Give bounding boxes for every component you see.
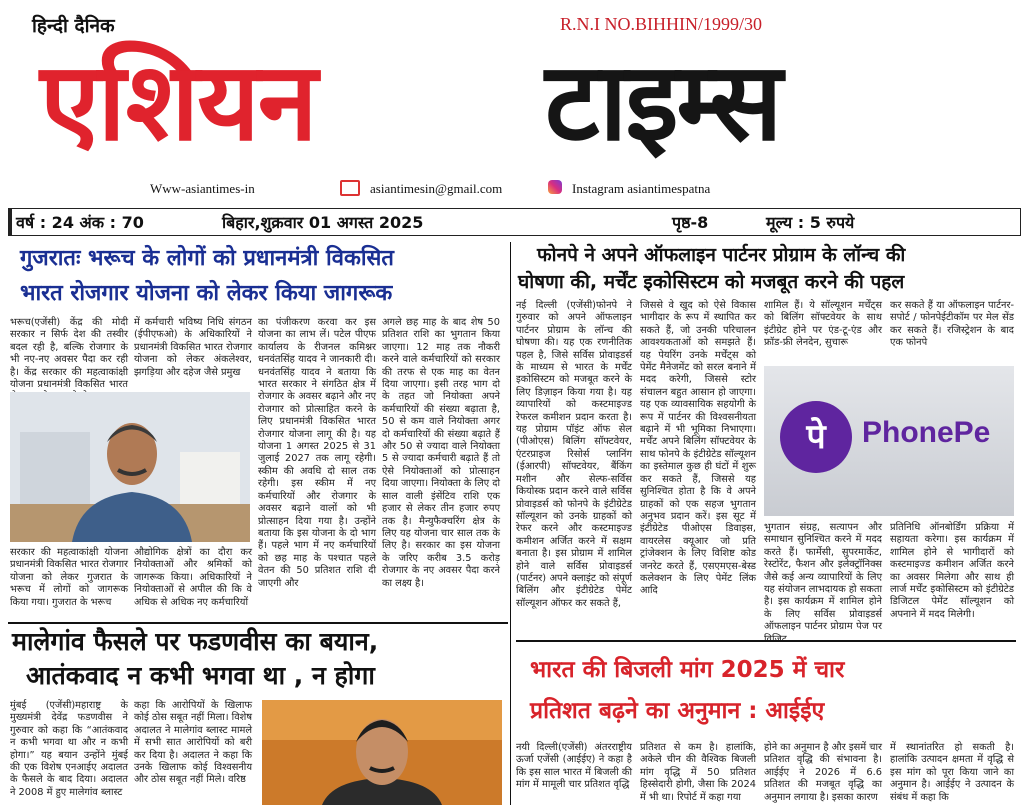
power-body-col-4: में स्थानांतरित हो सकती है। हालांकि उत्पादन क्षमता में वृद्धि से इस मांग को पूरा किया जाने का अनुमान है। आईईए ने उत्पादन के संबंध में कहा कि	[890, 742, 1014, 803]
masthead-title-black: टाइम्स	[545, 40, 781, 165]
email-text[interactable]: asiantimesin@gmail.com	[370, 181, 503, 196]
power-body-col-3: होने का अनुमान है और इसमें चार प्रतिशत वृद्धि की संभावना है। आईईए ने 2026 में 6.6 प्रतिशत की मजबूत वृद्धि का अनुमान लगाया है। इसका कारण	[764, 742, 882, 803]
instagram-icon	[548, 180, 562, 194]
fadnavis-portrait-illustration	[262, 700, 502, 805]
gujarat-body-col-2: में कर्मचारी भविष्य निधि संगठन (ईपीएफओ) के अधिकारियों ने प्रधानमंत्री विकसित भारत रोजगार योजना को लेकर अंकलेश्वर, झगड़िया और दहेज जैसे प्रमुख	[134, 317, 252, 378]
gujarat-body-col-4: अगले छह माह के बाद शेष 50 प्रतिशत राशि का भुगतान किया जाएगा। 12 माह तक नौकरी करने वाले कर्मचारियों को सरकार की तरफ से एक माह का वेतन दिया जाएगा। इसी तरह भाग दो के तहत जो नियोक्ता अपने कर्मचारियों की संख्या बढ़ाता है, 50 से कम वाले नियोक्ता अगर दो कर्मचारियों की संख्या बढ़ाते हैं और 50 से ज्यादा वाले नियोक्ता 5 से ज्यादा कर्मचारी बढ़ाते हैं तो ऐसे नियोक्ताओं को प्रोत्साहन दिया जाएगा। नियोक्ता के लिए दो साल वाली इंसेंटिव राशि एक हजार से लेकर तीन हजार रुपए तक है। मैन्युफैक्चरिंग क्षेत्र के लिए यह योजना चार साल तक के लिए है। सरकार का इस योजना के जरिए करीब 3.5 करोड़ रोजगार के नए अवसर पैदा करने का लक्ष्य है।	[382, 317, 500, 589]
phonepe-logo-icon: पे	[780, 401, 852, 473]
section-divider-right	[516, 640, 1016, 642]
gujarat-body-col-3: का पंजीकरण करवा कर इस योजना का लाभ लें। पटेल पीएफ कार्यालय के रीजनल कमिश्नर धनवंतसिंह यादव ने जानकारी दी। धनवंतसिंह यादव ने बताया कि भारत सरकार ने संगठित क्षेत्र में रोजगार के अवसर बढ़ाने और नए रोजगार को प्रोत्साहित करने के लिए प्रधानमंत्री विकसित भारत रोजगार योजना लागू की है। यह योजना 1 अगस्त 2025 से 31 जुलाई 2027 तक लागू रहेगी। स्कीम की अवधि दो साल तक रहेगी। इस स्कीम में नए कर्मचारियों और रोजगार के अवसर बढ़ाने वालों को भी प्रोत्साहन दिया गया है। उन्होंने बताया कि इस योजना के दो भाग हैं। पहले भाग में नए कर्मचारियों को छह माह के पश्चात पहले वेतन की 50 प्रतिशत राशि दी जाएगी और	[258, 317, 376, 589]
phonepe-body-col-1: नई दिल्ली (एजेंसी)फोनपे ने गुरुवार को अपने ऑफलाइन पार्टनर प्रोग्राम के लॉन्च की घोषणा की। यह एक रणनीतिक पहल है, जिसे सर्विस प्रोवाइडर्स के माध्यम से भारत के मर्चेंट इकोसिस्टम को मजबूत करने के लिए डिज़ाइन किया गया है। यह व्यापारियों को कस्टमाइज्ड रेफरल कमीशन प्रदान करता है। यह प्रोग्राम पॉइंट ऑफ सेल (पीओएस) बिलिंग सॉफ्टवेयर, एंटरप्राइज रिसोर्स प्लानिंग (ईआरपी) सॉफ्टवेयर, बैंकिंग मशीन और सेल्फ-सर्विस कियोस्क प्रदान करने वाले सर्विस प्रोवाइडर्स को फोनपे के इंटीग्रेटेड सॉल्यूशन को उनके ग्राहकों को रेफर करने और कस्टमाइज्ड कमीशन अर्जित करने में सक्षम बनाता है। इस प्रोग्राम में शामिल होने वाले सर्विस प्रोवाइडर्स (पार्टनर) अपने क्लाइंट को संपूर्ण बिलिंग और इंटीग्रेटेड पेमेंट सॉल्यूशन ऑफर कर सकते हैं,	[516, 300, 632, 609]
instagram-text[interactable]: Instagram asiantimespatna	[572, 181, 711, 196]
rni-number: R.N.I NO.BIHHIN/1999/30	[560, 14, 762, 34]
website-text[interactable]: Www-asiantimes-in	[150, 181, 255, 196]
masthead-subtitle: हिन्दी दैनिक	[32, 15, 115, 37]
phonepe-body-col-2: जिससे वे खुद को ऐसे विकास भागीदार के रूप में स्थापित कर सकते हैं, जो उनकी परिचालन आवश्यकताओं को समझते हैं। यह पेयरिंग उनके मर्चेंट्स को पेमेंट मैनेजमेंट को सरल बनाने में मदद करेगी, जिससे स्टोर संचालन बहुत आसान हो जाएगा। यह एक व्यावसायिक सहयोगी के रूप में पार्टनर की विश्वसनीयता बढ़ाने में भी भूमिका निभाएगा। मर्चेंट अपने बिलिंग सॉफ्टवेयर के साथ फोनपे के इंटीग्रेटेड सॉल्यूशन का इस्तेमाल कुछ ही घंटों में शुरू कर सकते हैं, जिससे यह सुनिश्चित होता है कि वे अपने ग्राहकों को एक सहज भुगतान अनुभव प्रदान करें। इस सूट में इंटीग्रेटेड पीओएस डिवाइस, वायरलेस क्यूआर जो प्रति ट्रांजेक्शन के लिए विशिष्ट कोड जनरेट करते हैं, एसएमएस-बेस्ड कलेक्शन के लिए पेमेंट लिंक आदि	[640, 300, 756, 597]
official-portrait-illustration	[10, 392, 250, 542]
power-body-col-1: नयी दिल्ली(एजेंसी) अंतरराष्ट्रीय ऊर्जा एजेंसी (आईईए) ने कहा है कि इस साल भारत में बिजली की मांग में मामूली चार प्रतिशत वृद्धि	[516, 742, 632, 791]
malegaon-headline-line-1[interactable]: मालेगांव फैसले पर फडणवीस का बयान,	[12, 627, 379, 656]
column-divider	[510, 242, 511, 805]
gujarat-body-col-2-continued: औद्योगिक क्षेत्रों का दौरा कर नियोक्ताओं और श्रमिकों को जागरूक किया। अधिकारियों ने नियोक्ताओं से अपील की कि वे अधिक से अधिक नए कर्मचारियों	[134, 547, 252, 608]
fadnavis-photo	[262, 700, 502, 805]
gujarat-body-col-1-continued: सरकार की महत्वाकांक्षी योजना प्रधानमंत्री विकसित भारत रोजगार योजना को लेकर गुजरात के भरूच में लोगों को जागरूक किया गया। गुजरात के भरूच	[10, 547, 128, 608]
power-headline-line-1[interactable]: भारत की बिजली मांग 2025 में चार	[530, 657, 845, 683]
price: मूल्य : 5 रुपये	[766, 213, 855, 232]
phonepe-body-col-4-continued: प्रतिनिधि ऑनबोर्डिंग प्रक्रिया में सहायता करेगा। इस कार्यक्रम में शामिल होने से भागीदारों को कस्टमाइज्ड कमीशन अर्जित करने का अवसर मिलेगा और साथ ही लार्ज मर्चेंट इकोसिस्टम को इंटीग्रेटेड डिजिटल पेमेंट सॉल्यूशन को अपनाने में मदद मिलेगी।	[890, 522, 1014, 620]
phonepe-logo-text: PhonePe	[862, 416, 991, 449]
section-divider	[8, 622, 508, 624]
phonepe-headline-line-1[interactable]: फोनपे ने अपने ऑफलाइन पार्टनर प्रोग्राम के लॉन्च की	[537, 244, 906, 266]
power-body-col-2: प्रतिशत से कम है। हालांकि, अकेले चीन की वैश्विक बिजली मांग वृद्धि में 50 प्रतिशत हिस्सेदारी होगी, जैसा कि 2024 में भी था। रिपोर्ट में कहा गया	[640, 742, 756, 803]
gmail-icon	[340, 180, 360, 196]
phonepe-headline-line-2[interactable]: घोषणा की, मर्चेंट इकोसिस्टम को मजबूत करने की पहल	[518, 271, 905, 293]
power-headline-line-2[interactable]: प्रतिशत बढ़ने का अनुमान : आईईए	[530, 698, 825, 724]
phonepe-body-col-3-continued: भुगतान संग्रह, सत्यापन और समाधान सुनिश्चित करने में मदद करते हैं। फार्मेसी, सुपरमार्केट, रेस्टोरेंट, फैशन और इलेक्ट्रॉनिक्स जैसे कई अन्य व्यापारियों के लिए यह संयोजन लाभदायक हो सकता है। इस कार्यक्रम में शामिल होने के लिए सर्विस प्रोवाइडर्स ऑफलाइन पार्टनर प्रोग्राम पेज पर	[764, 522, 882, 633]
page-number: पृष्ठ-8	[672, 213, 709, 232]
gujarat-body-col-1: भरूच(एजेंसी) केंद्र की मोदी सरकार न सिर्फ देश की तस्वीर बदल रही है, बल्कि रोजगार के भी नए-नए अवसर पैदा कर रही है। केंद्र सरकार की महत्वाकांक्षी योजना प्रधानमंत्री विकसित भारत	[10, 317, 128, 391]
malegaon-body-col-1: मुंबई (एजेंसी)महाराष्ट्र के मुख्यमंत्री देवेंद्र फडणवीस ने गुरुवार को कहा कि “आतंकवाद न कभी भगवा था और न कभी होगा।” यह बयान उन्होंने मुंबई की एक विशेष एनआईए अदालत के फैसले के बाद दिया। अदालत ने 2008 में हुए मालेगांव ब्लास्ट	[10, 700, 128, 798]
phonepe-photo	[764, 366, 1014, 516]
malegaon-headline-line-2[interactable]: आतंकवाद न कभी भगवा था , न होगा	[26, 661, 375, 690]
volume-issue: वर्ष : 24 अंक : 70	[16, 213, 144, 232]
info-bar	[8, 208, 1021, 236]
masthead-title-red: एशियन	[40, 40, 316, 165]
phonepe-body-col-4: कर सकते हैं या ऑफलाइन पार्टनर-सपोर्ट / फोनपेईटीकॉम पर मेल सेंड कर सकते हैं। रजिस्ट्रेशन के बाद एक फोनपे	[890, 300, 1014, 349]
malegaon-body-col-2: कहा कि आरोपियों के खिलाफ कोई ठोस सबूत नहीं मिला। विशेष अदालत ने मालेगांव ब्लास्ट मामले में सभी सात आरोपियों को बरी कर दिया है। अदालत ने कहा कि उनके खिलाफ कोई विश्वसनीय और ठोस सबूत नहीं मिले। वरिष्ठ	[134, 700, 252, 786]
phonepe-body-col-3: शामिल हैं। ये सॉल्यूशन मर्चेंट्स को बिलिंग सॉफ्टवेयर के साथ इंटीग्रेट होने पर एंड-टू-एंड और फ्रॉड-फ्री लेनदेन, सुचारू	[764, 300, 882, 349]
gujarat-headline-line-2[interactable]: भारत रोजगार योजना को लेकर किया जागरूक	[20, 281, 393, 306]
dateline: बिहार,शुक्रवार 01 अगस्त 2025	[222, 213, 424, 232]
official-photo	[10, 392, 250, 542]
gujarat-headline-line-1[interactable]: गुजरातः भरूच के लोगों को प्रधानमंत्री विकसित	[20, 246, 394, 271]
